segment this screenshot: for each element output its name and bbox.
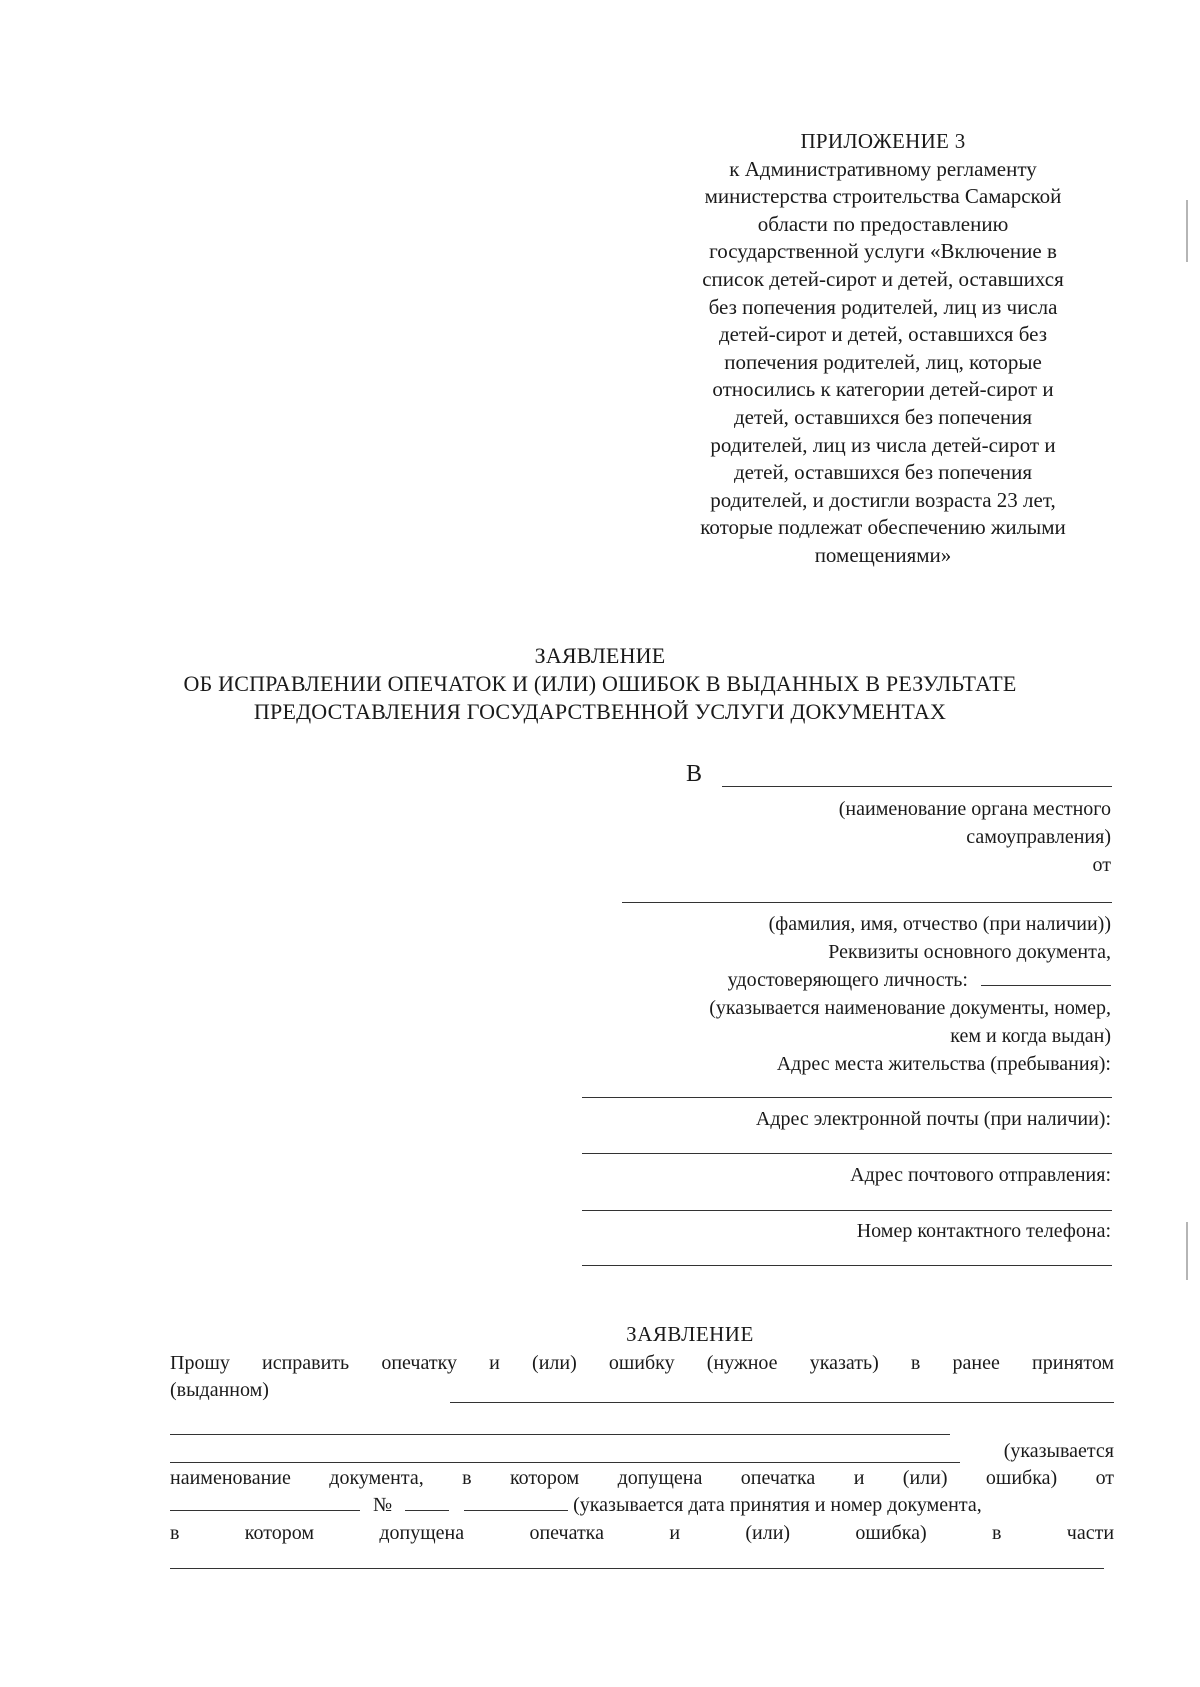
appendix-heading: ПРИЛОЖЕНИЕ 3 — [800, 129, 966, 153]
appendix-line: родителей, лиц из числа детей-сирот и — [710, 432, 1056, 457]
statement-word: и — [669, 1522, 681, 1544]
appendix-line: без попечения родителей, лиц из числа — [708, 294, 1058, 319]
doc-label-1: Реквизиты основного документа, — [828, 941, 1111, 963]
appendix-line: области по предоставлению — [757, 211, 1009, 236]
statement-word: в — [170, 1522, 180, 1544]
statement-line-7 — [170, 1520, 1114, 1547]
statement-word: (или) — [745, 1522, 791, 1544]
title-line-3: ПРЕДОСТАВЛЕНИЯ ГОСУДАРСТВЕННОЙ УСЛУГИ ДОКУМЕНТАХ — [253, 699, 947, 724]
statement-word: ошибка) — [985, 1467, 1058, 1489]
phone-field-line[interactable] — [582, 1265, 1112, 1266]
statement-word: опечатка — [740, 1467, 816, 1489]
statement-line-2: (выданном) — [170, 1379, 269, 1401]
statement-title: ЗАЯВЛЕНИЕ — [626, 1322, 754, 1346]
statement-word: документа, — [329, 1467, 424, 1489]
number-sign: № — [373, 1494, 393, 1516]
statement-word: в — [992, 1522, 1002, 1544]
statement-word: ранее — [952, 1352, 1000, 1374]
scan-edge-mark — [1186, 200, 1188, 262]
statement-word: ошибку — [608, 1352, 675, 1374]
appendix-line: родителей, и достигли возраста 23 лет, — [710, 487, 1056, 512]
appendix-line: помещениями» — [814, 542, 952, 567]
email-field-line[interactable] — [582, 1153, 1112, 1154]
doc-hint-1: (указывается наименование документы, номер, — [709, 997, 1111, 1019]
appendix-line: государственной услуги «Включение в — [709, 239, 1057, 264]
document-name-field-line-3[interactable] — [170, 1462, 960, 1463]
postal-field-line[interactable] — [582, 1210, 1112, 1211]
title-line-1: ЗАЯВЛЕНИЕ — [534, 643, 666, 668]
statement-word: котором — [509, 1467, 580, 1489]
statement-word: ошибка) — [855, 1522, 927, 1544]
doc-label-2 — [728, 967, 1111, 993]
statement-word: опечатка — [529, 1522, 604, 1544]
appendix-line: министерства строительства Самарской — [704, 184, 1062, 209]
statement-word: исправить — [262, 1352, 350, 1374]
doc-field-line[interactable] — [981, 985, 1111, 986]
statement-word: и — [489, 1352, 500, 1374]
title-line-2: ОБ ИСПРАВЛЕНИИ ОПЕЧАТОК И (ИЛИ) ОШИБОК В ВЫДАННЫХ В РЕЗУЛЬТАТЕ — [183, 671, 1017, 696]
address-label: Адрес места жительства (пребывания): — [776, 1053, 1111, 1075]
statement-word: наименование — [170, 1467, 291, 1489]
statement-line-5 — [170, 1465, 1114, 1492]
statement-word: (нужное — [706, 1352, 778, 1374]
statement-word: указать) — [809, 1352, 879, 1374]
statement-word: принятом — [1032, 1352, 1115, 1374]
postal-label: Адрес почтового отправления: — [850, 1164, 1111, 1186]
statement-word: (или) — [532, 1352, 577, 1374]
appendix-line: список детей-сирот и детей, оставшихся — [702, 266, 1064, 291]
phone-label: Номер контактного телефона: — [856, 1220, 1111, 1242]
authority-field-line[interactable] — [722, 786, 1112, 787]
statement-word: от — [1095, 1467, 1115, 1489]
statement-word: в — [910, 1352, 921, 1374]
appendix-line: к Административному регламенту — [729, 156, 1037, 181]
number-field-line-1[interactable] — [405, 1510, 449, 1511]
appendix-line: детей, оставшихся без попечения — [733, 460, 1033, 485]
from-label: от — [1092, 854, 1111, 876]
statement-word: опечатку — [381, 1352, 458, 1374]
document-name-field-line[interactable] — [450, 1402, 1114, 1403]
authority-hint-1: (наименование органа местного — [838, 798, 1111, 820]
appendix-line: попечения родителей, лиц, которые — [724, 349, 1042, 374]
statement-line-1 — [170, 1350, 1114, 1377]
doc-label-2-text: удостоверяющего личность: — [727, 969, 968, 991]
statement-word: допущена — [379, 1522, 465, 1544]
name-field-line[interactable] — [622, 902, 1112, 903]
statement-word: части — [1066, 1522, 1115, 1544]
date-field-line[interactable] — [170, 1510, 360, 1511]
appendix-line: относились к категории детей-сирот и — [712, 377, 1054, 402]
name-hint: (фамилия, имя, отчество (при наличии)) — [768, 913, 1111, 935]
email-label: Адрес электронной почты (при наличии): — [755, 1108, 1111, 1130]
document-name-field-line-2[interactable] — [170, 1434, 950, 1435]
part-field-line[interactable] — [170, 1568, 1104, 1569]
to-prefix: В — [686, 761, 703, 787]
address-field-line[interactable] — [582, 1097, 1112, 1098]
statement-line-6 — [170, 1492, 982, 1519]
statement-word: (или) — [902, 1467, 948, 1489]
statement-word: в — [462, 1467, 472, 1489]
statement-line-6-tail: (указывается дата принятия и номер документа, — [573, 1494, 982, 1516]
document-title — [150, 642, 1050, 726]
authority-hint-2: самоуправления) — [966, 826, 1111, 848]
appendix-line: детей, оставшихся без попечения — [733, 404, 1033, 429]
statement-word: и — [853, 1467, 865, 1489]
number-field-line-2[interactable] — [464, 1510, 568, 1511]
doc-hint-2: кем и когда выдан) — [950, 1025, 1111, 1047]
appendix-line: которые подлежат обеспечению жилыми — [700, 515, 1066, 540]
appendix-line: детей-сирот и детей, оставшихся без — [718, 322, 1047, 347]
appendix-block — [660, 128, 1106, 570]
statement-word: Прошу — [170, 1352, 230, 1374]
statement-line-4-tail: (указывается — [1003, 1440, 1114, 1462]
statement-word: допущена — [617, 1467, 703, 1489]
scan-edge-mark — [1186, 1222, 1188, 1280]
statement-word: котором — [244, 1522, 314, 1544]
